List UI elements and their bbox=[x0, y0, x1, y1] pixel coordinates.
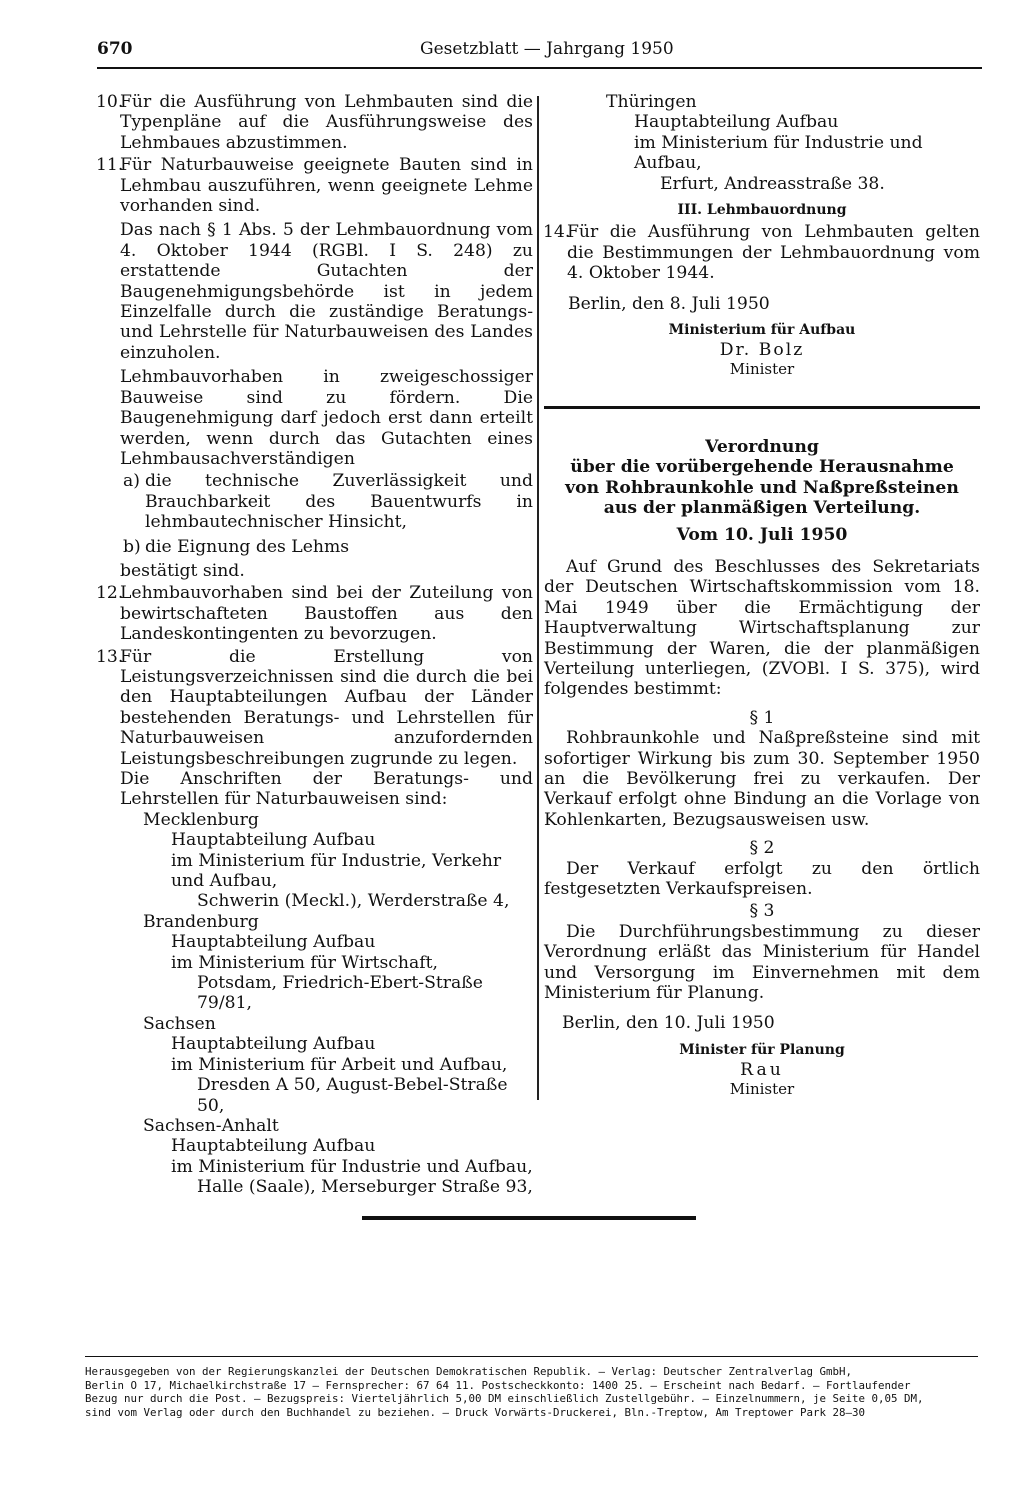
paragraph-11-confirmed: bestätigt sind. bbox=[120, 560, 245, 581]
address-land: Mecklenburg bbox=[143, 809, 259, 830]
right-column bbox=[544, 92, 980, 1098]
address-ministry: im Ministerium für Arbeit und Aufbau, bbox=[171, 1054, 508, 1075]
address-street: Potsdam, Friedrich-Ebert-Straße 79/81, bbox=[197, 973, 483, 1014]
paragraph-14 bbox=[544, 222, 980, 283]
signer-name-1: Dr. Bolz bbox=[719, 340, 805, 361]
address-mecklenburg bbox=[97, 810, 533, 912]
ordinance-date: Vom 10. Juli 1950 bbox=[676, 524, 848, 545]
section-3-text: Die Durchführungsbestimmung zu dieser Verordnung erläßt das Ministerium für Handel und Versorgung im Einvernehmen mit dem Ministerium für Planung. bbox=[544, 921, 980, 1004]
date-line-1: Berlin, den 8. Juli 1950 bbox=[568, 293, 770, 314]
address-land: Thüringen bbox=[606, 92, 697, 112]
address-ministry: im Ministerium für Industrie und Aufbau, bbox=[634, 132, 923, 174]
signing-ministry-2: Minister für Planung bbox=[679, 1041, 845, 1058]
paragraph-12 bbox=[97, 583, 533, 644]
page-header-title: Gesetzblatt — Jahrgang 1950 bbox=[420, 39, 674, 59]
address-land: Brandenburg bbox=[143, 911, 259, 932]
footer-line: Herausgegeben von der Regierungskanzlei der Deutschen Demokratischen Republik. — Verlag: Deutscher Zentralverlag GmbH, bbox=[85, 1365, 853, 1378]
paragraph-11-expert-opinion: Das nach § 1 Abs. 5 der Lehmbauordnung vom 4. Oktober 1944 (RGBl. I S. 248) zu erstattende Gutachten der Baugenehmigungsbehörde ist in jedem Einzelfalle durch die zuständige Beratungs- und Lehrstelle für Naturbauweisen des Landes einzuholen. bbox=[120, 220, 533, 363]
paragraph-11-two-storey: Lehmbauvorhaben in zweigeschossiger Bauweise sind zu fördern. Die Baugenehmigung darf jedoch erst dann erteilt werden, wenn durch das Gutachten eines Lehmbausachverständigen bbox=[120, 367, 533, 469]
paragraph-13-addresses-intro: Die Anschriften der Beratungs- und Lehrstellen für Naturbauweisen sind: bbox=[120, 769, 533, 810]
address-street: Erfurt, Andreasstraße 38. bbox=[660, 173, 885, 194]
list-item-text: die technische Zuverlässigkeit und Brauchbarkeit des Bauentwurfs in lehmbautechnischer Hinsicht, bbox=[145, 471, 533, 533]
address-ministry: im Ministerium für Industrie und Aufbau, bbox=[171, 1156, 533, 1177]
address-land: Sachsen bbox=[143, 1013, 216, 1034]
paragraph-number: 11. bbox=[96, 155, 124, 176]
footer-line: Bezug nur durch die Post. — Bezugspreis: Vierteljährlich 5,00 DM einschließlich Zustellgebühr. — Einzelnummern, je Seite 0,05 DM, bbox=[85, 1392, 924, 1405]
address-brandenburg bbox=[97, 912, 533, 1014]
left-column bbox=[97, 92, 533, 1198]
list-item-a bbox=[97, 471, 533, 532]
section-1-text: Rohbraunkohle und Naßpreßsteine sind mit sofortiger Wirkung bis zum 30. September 1950 an die Bevölkerung frei zu verkaufen. Der Verkauf erfolgt ohne Bindung an die Vorlage von Kohlenkarten, Bezugsausweisen usw. bbox=[544, 728, 980, 830]
section-rule bbox=[544, 406, 980, 409]
date-line-2: Berlin, den 10. Juli 1950 bbox=[562, 1013, 775, 1034]
paragraph-number: 13. bbox=[96, 646, 124, 667]
ordinance-subtitle: über die vorübergehende Herausnahme von Rohbraunkohle und Naßpreßsteinen aus der planmäßigen Verteilung. bbox=[565, 457, 959, 519]
footer-line: Berlin O 17, Michaelkirchstraße 17 — Fernsprecher: 67 64 11. Postscheckkonto: 1400 25. — Erscheint nach Bedarf. — Fortlaufender bbox=[85, 1378, 911, 1392]
ordinance-title: Verordnung bbox=[705, 436, 819, 457]
paragraph-text: Für die Ausführung von Lehmbauten gelten die Bestimmungen der Lehmbauordnung vom 4. Oktober 1944. bbox=[567, 222, 980, 284]
end-rule bbox=[362, 1216, 696, 1220]
address-land: Sachsen-Anhalt bbox=[143, 1115, 279, 1136]
address-ministry: im Ministerium für Industrie, Verkehr bbox=[171, 850, 502, 871]
address-street: Halle (Saale), Merseburger Straße 93, bbox=[197, 1177, 533, 1198]
column-divider bbox=[537, 96, 539, 1100]
address-ministry: im Ministerium für Wirtschaft, bbox=[171, 952, 438, 973]
section-heading-lehmbauordnung: III. Lehmbauordnung bbox=[677, 202, 847, 219]
paragraph-text: Für die Erstellung von Leistungsverzeichnissen sind die durch die bei den Hauptabteilungen Aufbau der Länder bestehenden Beratungs- und Lehrstellen für Naturbauweisen anzufordernden Leistungsbeschreibungen zugrunde zu legen. bbox=[120, 646, 533, 769]
address-street: Dresden A 50, August-Bebel-Straße 50, bbox=[197, 1075, 508, 1116]
address-sachsen-anhalt bbox=[97, 1116, 533, 1198]
signer-title-1: Minister bbox=[729, 359, 795, 378]
section-3-heading: § 3 bbox=[749, 901, 775, 922]
list-marker: a) bbox=[123, 471, 140, 492]
signer-name-2: Rau bbox=[740, 1060, 784, 1081]
address-sachsen bbox=[97, 1014, 533, 1116]
paragraph-text: Lehmbauvorhaben sind bei der Zuteilung von bewirtschafteten Baustoffen aus den Landeskontingenten zu bevorzugen. bbox=[120, 583, 533, 645]
footer-line: sind vom Verlag oder durch den Buchhandel zu beziehen. — Druck Vorwärts-Druckerei, Bln.-Treptow, Am Treptower Park 28—30 bbox=[85, 1405, 866, 1419]
address-department: Hauptabteilung Aufbau bbox=[171, 932, 376, 953]
address-department: Hauptabteilung Aufbau bbox=[634, 112, 839, 133]
signer-title-2: Minister bbox=[729, 1079, 795, 1098]
address-thueringen bbox=[544, 92, 980, 194]
paragraph-number: 12. bbox=[96, 583, 124, 604]
address-ministry-cont: und Aufbau, bbox=[171, 871, 278, 892]
ordinance-preamble: Auf Grund des Beschlusses des Sekretariats der Deutschen Wirtschaftskommission vom 18. Mai 1949 über die Ermächtigung der Hauptverwaltung Wirtschaftsplanung zur Bestimmung der Waren, die der planmäßigen Verteilung unterliegen, (ZVOBl. I S. 375), wird folgendes bestimmt: bbox=[544, 556, 980, 700]
paragraph-11 bbox=[97, 155, 533, 216]
section-2-text: Der Verkauf erfolgt zu den örtlich festgesetzten Verkaufspreisen. bbox=[544, 858, 980, 899]
address-department: Hauptabteilung Aufbau bbox=[171, 830, 376, 851]
paragraph-text: Für Naturbauweise geeignete Bauten sind in Lehmbau auszuführen, wenn geeignete Lehme vorhanden sind. bbox=[120, 155, 533, 217]
address-department: Hauptabteilung Aufbau bbox=[171, 1034, 376, 1055]
section-1-heading: § 1 bbox=[749, 707, 775, 728]
publisher-footer bbox=[85, 1356, 978, 1419]
page-number: 670 bbox=[97, 39, 133, 59]
list-item-text: die Eignung des Lehms bbox=[145, 536, 350, 557]
paragraph-number: 14. bbox=[543, 222, 571, 243]
paragraph-text: Für die Ausführung von Lehmbauten sind die Typenpläne auf die Ausführungsweise des Lehmbaues abzustimmen. bbox=[120, 92, 533, 153]
address-street: Schwerin (Meckl.), Werderstraße 4, bbox=[197, 891, 510, 912]
paragraph-13 bbox=[97, 647, 533, 769]
list-marker: b) bbox=[123, 536, 141, 557]
signing-ministry-1: Ministerium für Aufbau bbox=[668, 322, 856, 339]
header-rule bbox=[97, 67, 982, 69]
paragraph-10 bbox=[97, 92, 533, 153]
address-department: Hauptabteilung Aufbau bbox=[171, 1136, 376, 1157]
list-item-b bbox=[97, 537, 533, 557]
section-2-heading: § 2 bbox=[749, 838, 775, 859]
paragraph-number: 10. bbox=[96, 92, 124, 112]
